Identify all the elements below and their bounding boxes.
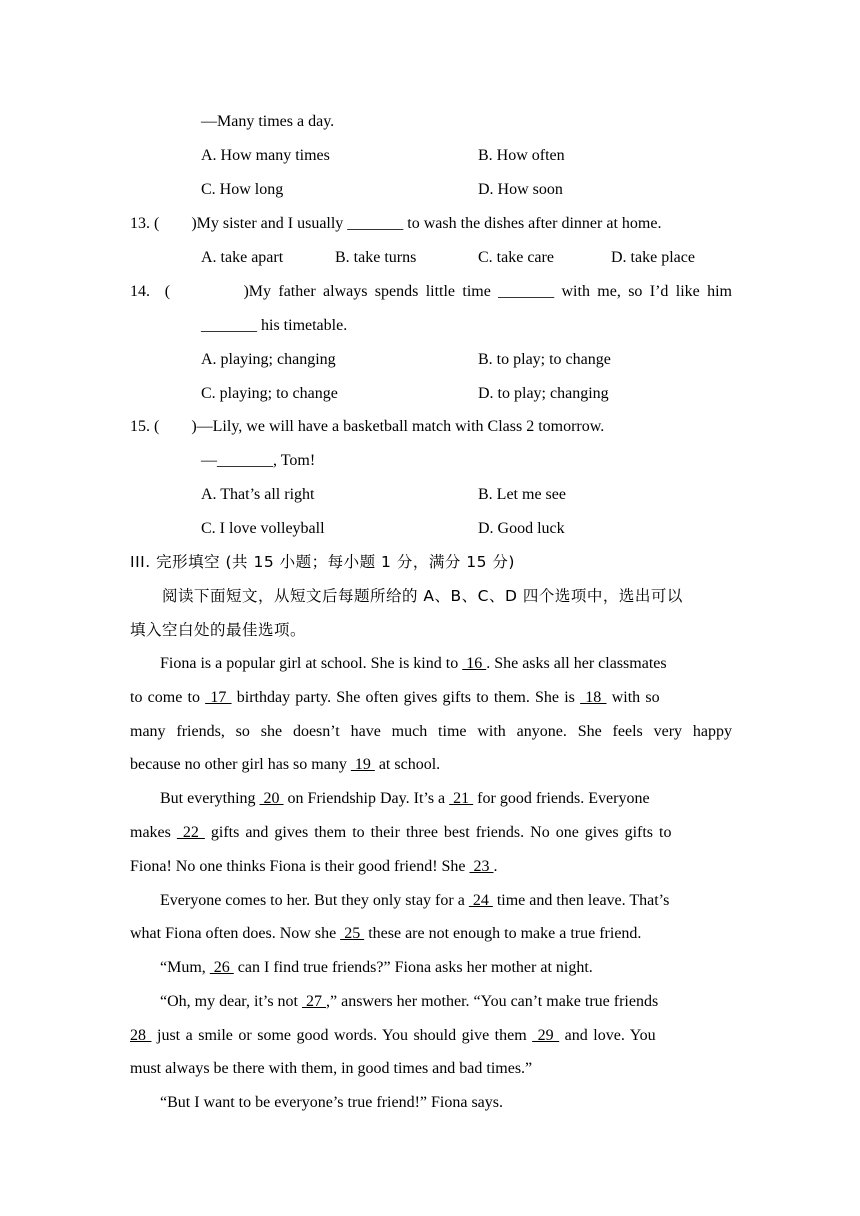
blank-25: 25 bbox=[340, 925, 365, 942]
text: with so bbox=[606, 689, 660, 706]
q14-option-a: A. playing; changing bbox=[201, 351, 336, 368]
passage-p1-line1 bbox=[160, 654, 667, 674]
q15-option-b: B. Let me see bbox=[478, 486, 566, 503]
text: on Friendship Day. It’s a bbox=[283, 790, 450, 807]
blank-28: 28 bbox=[130, 1027, 152, 1044]
passage-p6-line1: “But I want to be everyone’s true friend!” Fiona says. bbox=[160, 1094, 504, 1111]
text: and love. You bbox=[559, 1027, 656, 1044]
blank-23: 23 bbox=[469, 858, 494, 875]
text: can I find true friends?” Fiona asks her mother at night. bbox=[233, 959, 593, 976]
blank-16: 16 bbox=[462, 655, 487, 672]
blank-22: 22 bbox=[176, 824, 205, 841]
q15-option-a: A. That’s all right bbox=[201, 486, 315, 503]
q15-option-c: C. I love volleyball bbox=[201, 520, 325, 537]
passage-p1-line4 bbox=[130, 755, 440, 775]
passage-p5-line1 bbox=[160, 992, 658, 1012]
q13-option-b: B. take turns bbox=[335, 249, 417, 266]
text: these are not enough to make a true friend. bbox=[364, 925, 642, 942]
q13-option-c: C. take care bbox=[478, 249, 554, 266]
q14-stem-line1: 14. ( )My father always spends little time _______ with me, so I’d like him bbox=[130, 283, 732, 300]
blank-17: 17 bbox=[205, 689, 232, 706]
passage-p2-line1 bbox=[160, 789, 650, 809]
q15-stem: 15. ( )—Lily, we will have a basketball match with Class 2 tomorrow. bbox=[130, 418, 605, 435]
q15-option-d: D. Good luck bbox=[478, 520, 565, 537]
blank-27: 27 bbox=[302, 993, 326, 1010]
q14-stem-line2: _______ his timetable. bbox=[201, 317, 348, 334]
text: Fiona is a popular girl at school. She is kind to bbox=[160, 655, 463, 672]
q15-answer-line: —_______, Tom! bbox=[201, 452, 316, 469]
passage-p2-line3 bbox=[130, 857, 498, 877]
text: for good friends. Everyone bbox=[473, 790, 650, 807]
passage-p1-line3: many friends, so she doesn’t have much time with anyone. She feels very happy bbox=[130, 723, 732, 740]
text: Everyone comes to her. But they only stay for a bbox=[160, 892, 469, 909]
blank-19: 19 bbox=[350, 756, 375, 773]
q13-option-d: D. take place bbox=[611, 249, 695, 266]
passage-p5-line2 bbox=[130, 1026, 656, 1046]
passage-p3-line2 bbox=[130, 924, 641, 944]
text: “Oh, my dear, it’s not bbox=[160, 993, 302, 1010]
text: time and then leave. That’s bbox=[492, 892, 670, 909]
passage-p3-line1 bbox=[160, 891, 669, 911]
passage-p4-line1 bbox=[160, 958, 593, 978]
section-heading: III. 完形填空 (共 15 小题；每小题 1 分，满分 15 分) bbox=[130, 553, 515, 571]
text: gifts and gives them to their three best friends. No one gives gifts to bbox=[204, 824, 672, 841]
q12-answer-line: —Many times a day. bbox=[201, 113, 335, 130]
text: at school. bbox=[374, 756, 441, 773]
q12-option-c: C. How long bbox=[201, 181, 284, 198]
blank-29: 29 bbox=[532, 1027, 560, 1044]
passage-p1-line2 bbox=[130, 688, 660, 708]
blank-26: 26 bbox=[209, 959, 234, 976]
text: . bbox=[493, 858, 498, 875]
section-instruction-line1: 阅读下面短文，从短文后每题所给的 A、B、C、D 四个选项中，选出可以 bbox=[162, 587, 683, 605]
text: . She asks all her classmates bbox=[486, 655, 667, 672]
q13-stem: 13. ( )My sister and I usually _______ to wash the dishes after dinner at home. bbox=[130, 215, 662, 232]
q12-option-a: A. How many times bbox=[201, 147, 330, 164]
blank-20: 20 bbox=[259, 790, 284, 807]
text: makes bbox=[130, 824, 177, 841]
q13-option-a: A. take apart bbox=[201, 249, 284, 266]
section-instruction-line2: 填入空白处的最佳选项。 bbox=[130, 621, 307, 639]
text: to come to bbox=[130, 689, 206, 706]
text: “Mum, bbox=[160, 959, 210, 976]
q12-option-d: D. How soon bbox=[478, 181, 563, 198]
blank-18: 18 bbox=[580, 689, 607, 706]
q12-option-b: B. How often bbox=[478, 147, 565, 164]
text: because no other girl has so many bbox=[130, 756, 351, 773]
blank-24: 24 bbox=[468, 892, 493, 909]
q14-option-b: B. to play; to change bbox=[478, 351, 611, 368]
text: But everything bbox=[160, 790, 260, 807]
blank-21: 21 bbox=[449, 790, 474, 807]
q14-option-d: D. to play; changing bbox=[478, 385, 609, 402]
passage-p2-line2 bbox=[130, 823, 671, 843]
text: what Fiona often does. Now she bbox=[130, 925, 341, 942]
text: birthday party. She often gives gifts to them. She is bbox=[231, 689, 581, 706]
text: Fiona! No one thinks Fiona is their good friend! She bbox=[130, 858, 470, 875]
text: ,” answers her mother. “You can’t make true friends bbox=[326, 993, 659, 1010]
text: just a smile or some good words. You should give them bbox=[151, 1027, 533, 1044]
passage-p5-line3: must always be there with them, in good times and bad times.” bbox=[130, 1060, 533, 1077]
q14-option-c: C. playing; to change bbox=[201, 385, 338, 402]
